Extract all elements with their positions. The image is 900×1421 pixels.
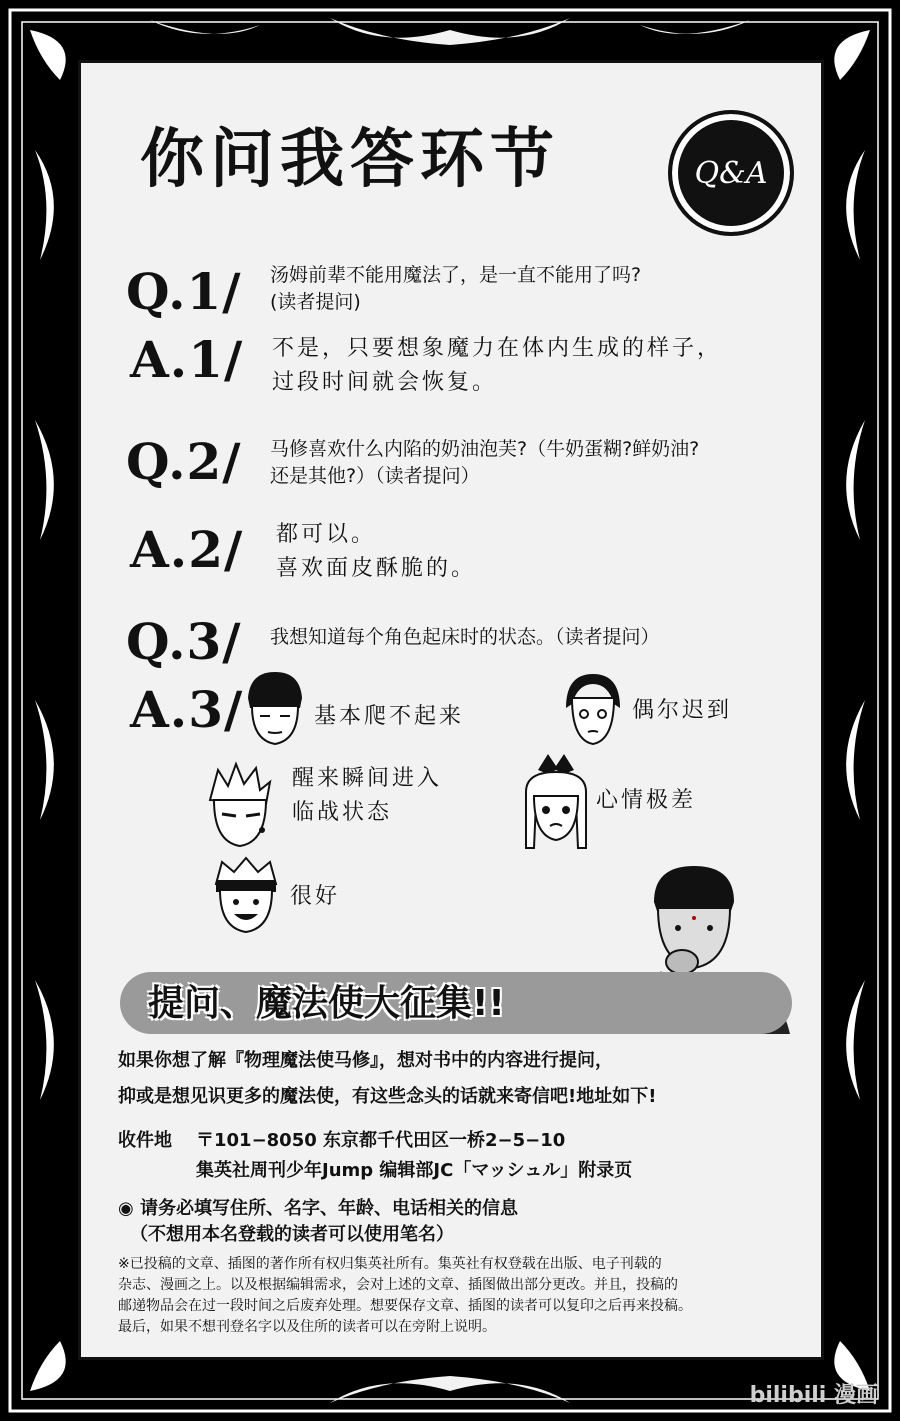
finn-face-icon <box>200 760 280 850</box>
q2-text-line2: 还是其他?）（读者提问） <box>270 465 480 487</box>
note-line3: 邮递物品会在过一段时间之后废弃处理。想要保存文章、插图的读者可以复印之后再来投稿。 <box>118 1298 692 1314</box>
q2-text-line1: 马修喜欢什么内陷的奶油泡芙?（牛奶蛋糊?鲜奶油? <box>270 438 700 460</box>
note-line2: 杂志、漫画之上。以及根据编辑需求，会对上述的文章、插图做出部分更改。并且，投稿的 <box>118 1277 678 1293</box>
note-line1: ※已投稿的文章、插图的著作所有权归集英社所有。集英社有权登载在出版、电子刊载的 <box>118 1256 662 1272</box>
a3-label: A.3/ <box>130 680 244 739</box>
address-line2: 集英社周刊少年Jump 编辑部JC「マッシュル」附录页 <box>196 1160 633 1181</box>
a2-text-line1: 都可以。 <box>276 522 377 547</box>
a1-text-line1: 不是，只要想象魔力在体内生成的样子， <box>272 336 723 361</box>
call-line1: 如果你想了解『物理魔法使马修』，想对书中的内容进行提问， <box>118 1050 613 1071</box>
caption-ok: 很好 <box>290 884 341 909</box>
address-label: 收件地 <box>118 1130 172 1151</box>
page-title: 你问我答环节 <box>140 123 560 197</box>
call-line2: 抑或是想见识更多的魔法使，有这些念头的话就来寄信吧!地址如下! <box>118 1086 657 1107</box>
q2-label: Q.2/ <box>126 432 242 491</box>
lemon-face-icon <box>516 752 596 852</box>
caption-mash: 基本爬不起来 <box>314 704 465 729</box>
q3-label: Q.3/ <box>126 612 242 671</box>
lance-face-icon <box>558 668 628 748</box>
finn-ames-face-icon <box>208 854 284 934</box>
q3-text: 我想知道每个角色起床时的状态。（读者提问） <box>270 626 660 648</box>
caption-lemon: 心情极差 <box>596 788 697 813</box>
a2-label: A.2/ <box>130 520 244 579</box>
caption-dot-line1: 醒来瞬间进入 <box>292 766 443 791</box>
a1-text-line2: 过段时间就会恢复。 <box>272 370 498 395</box>
q1-text-line2: (读者提问) <box>270 291 361 313</box>
address-line1: 〒101−8050 东京都千代田区一桥2−5−10 <box>196 1130 566 1151</box>
a2-text-line2: 喜欢面皮酥脆的。 <box>276 556 477 581</box>
requirement-line1: ◉ 请务必填写住所、名字、年龄、电话相关的信息 <box>118 1198 518 1219</box>
qa-badge: Q&A <box>668 110 794 236</box>
caption-dot-line2: 临战状态 <box>292 800 393 825</box>
requirement-line2: （不想用本名登载的读者可以使用笔名） <box>130 1224 454 1245</box>
a1-label: A.1/ <box>130 330 244 389</box>
mash-face-icon <box>240 668 310 748</box>
banner-title: 提问、魔法使大征集!! <box>148 983 505 1024</box>
caption-lance: 偶尔迟到 <box>632 698 733 723</box>
q1-label: Q.1/ <box>126 262 242 321</box>
watermark-logo: bilibili 漫画 <box>749 1383 878 1408</box>
q1-text-line1: 汤姆前辈不能用魔法了，是一直不能用了吗? <box>270 264 642 286</box>
note-line4: 最后，如果不想刊登名字以及住所的读者可以在旁附上说明。 <box>118 1319 496 1335</box>
